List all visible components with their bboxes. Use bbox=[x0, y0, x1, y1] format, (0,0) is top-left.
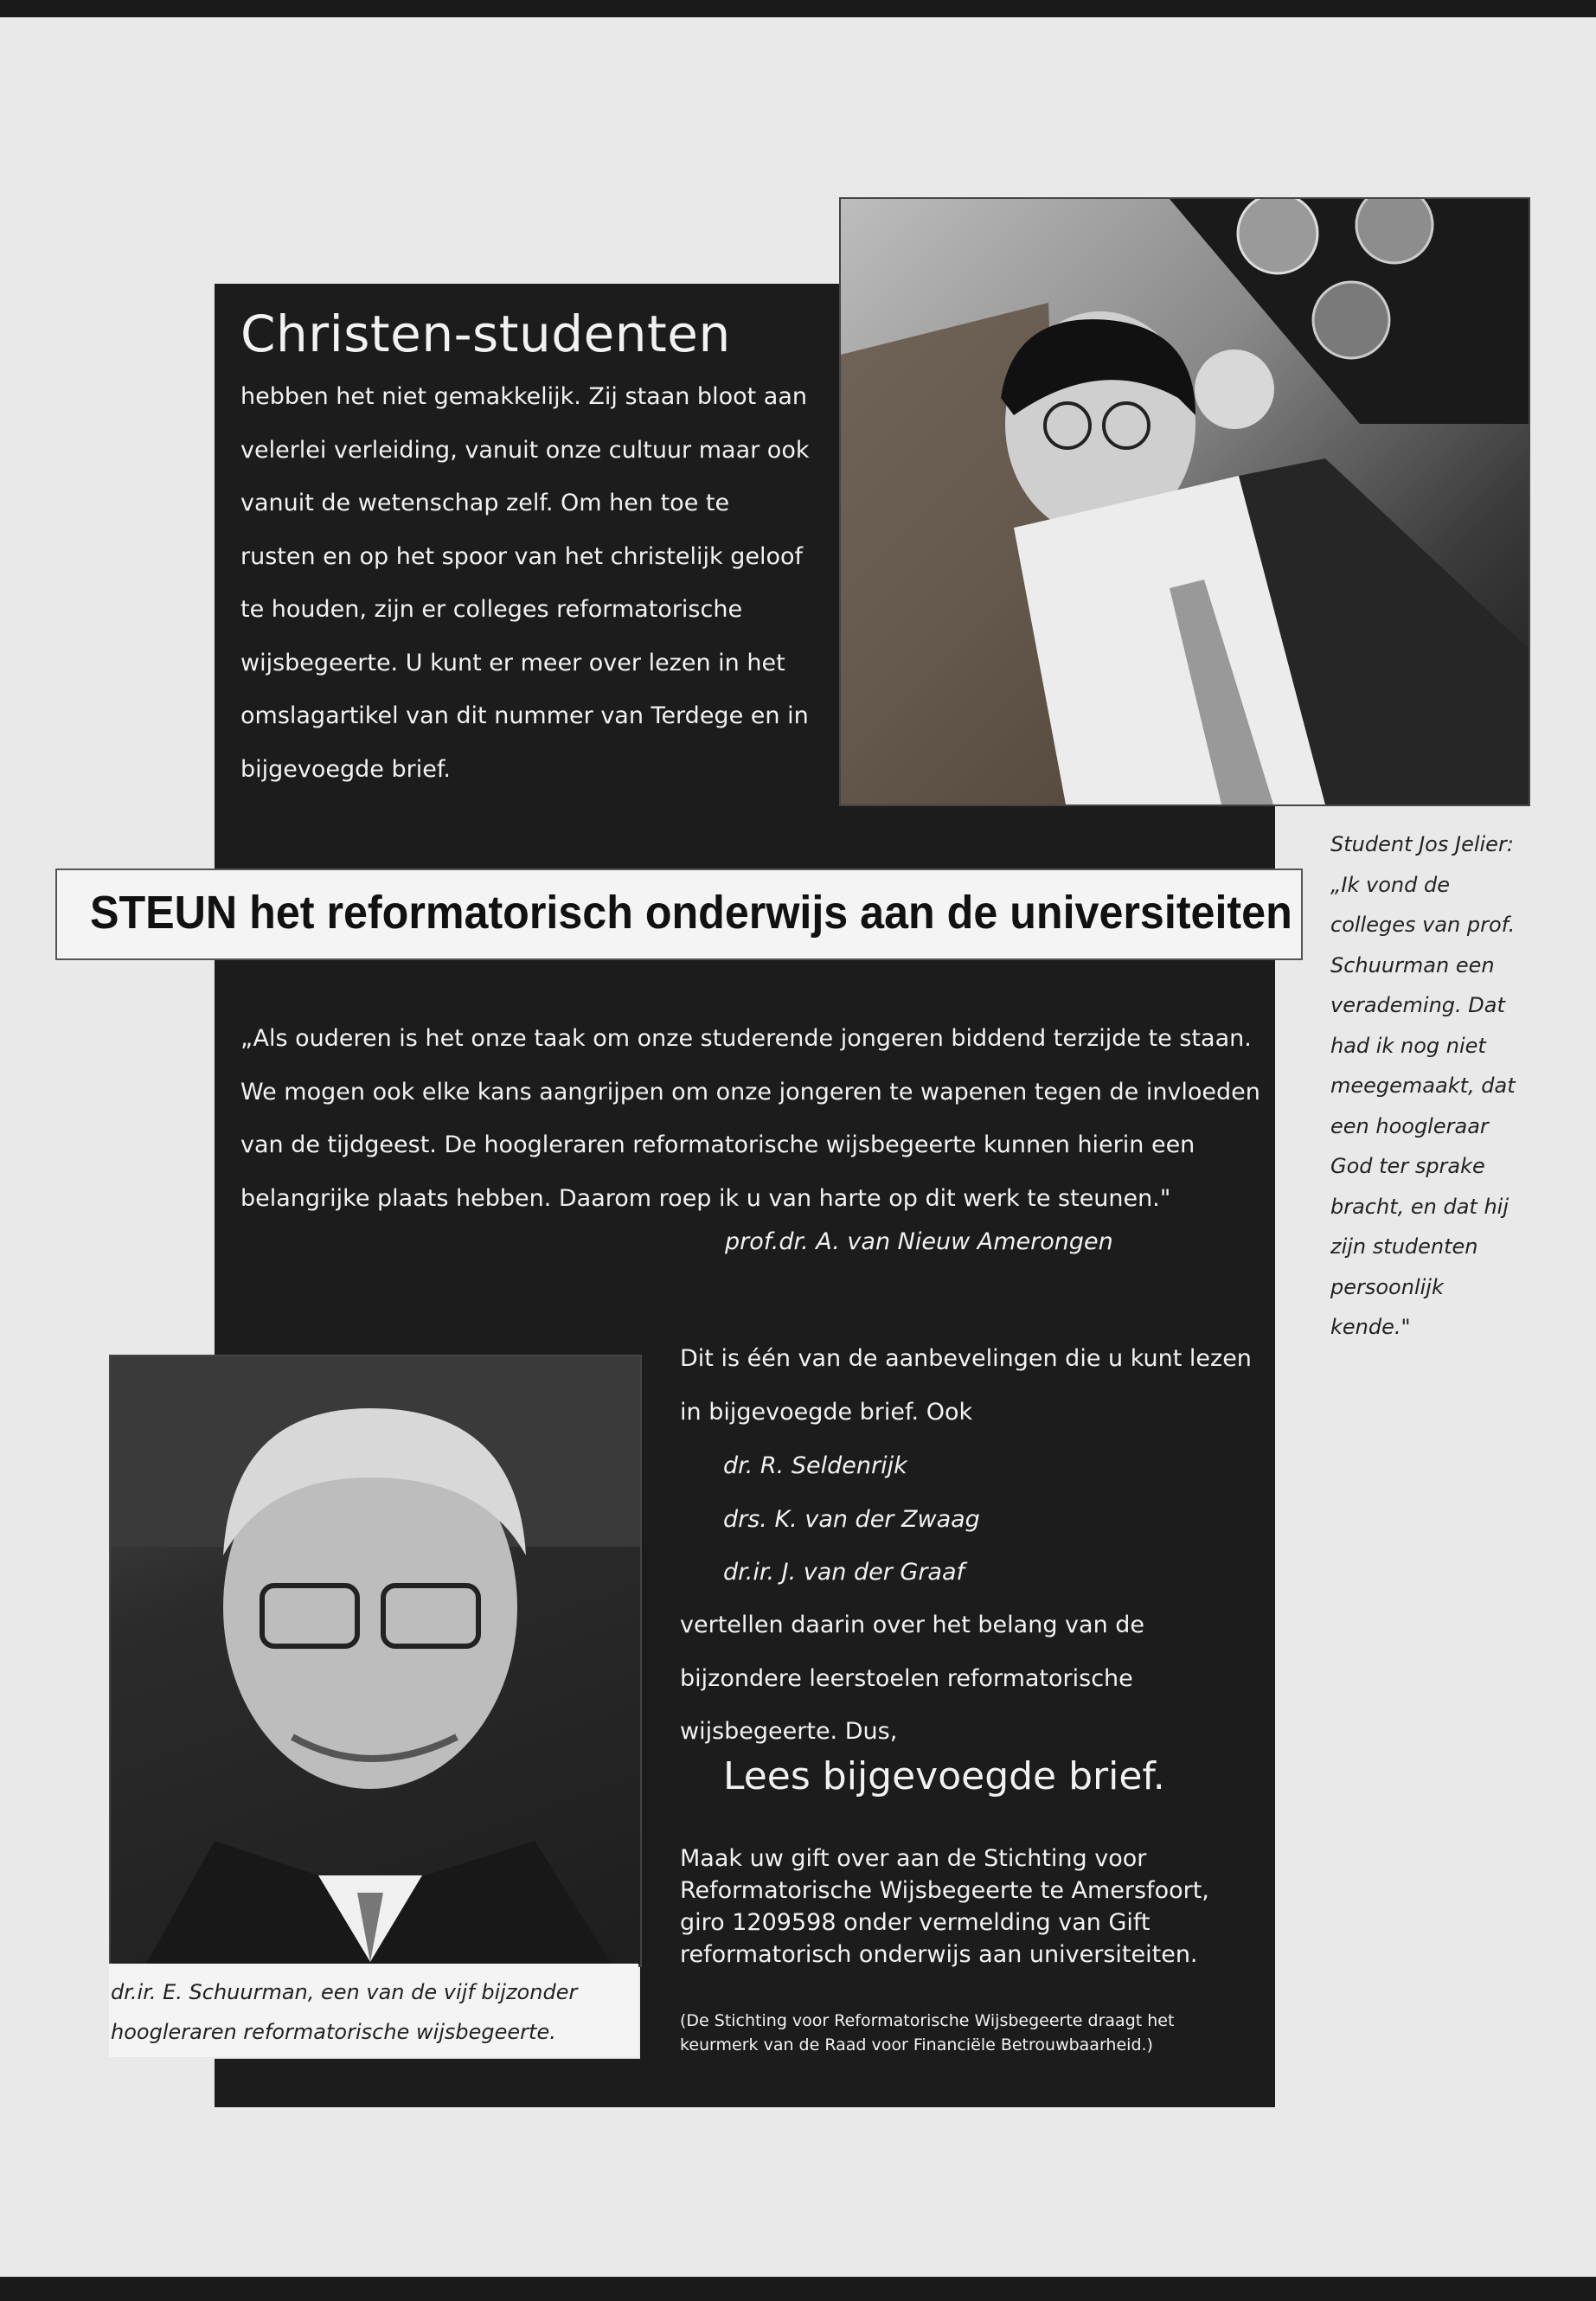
donation-instructions: Maak uw gift over aan de Stichting voor Reformatorische Wijsbegeerte te Amersfoort, giro 1209598 onder vermelding van Gift reformatorisch onderwijs aan universiteiten. bbox=[680, 1845, 1209, 1968]
professor-caption: dr.ir. E. Schuurman, een van de vijf bijzonder hoogleraren reformatorische wijsbegeerte. bbox=[111, 1980, 578, 2044]
call-to-action: Lees bijgevoegde brief. bbox=[723, 1754, 1165, 1798]
recommender-names bbox=[723, 1439, 980, 1599]
intro-text: hebben het niet gemakkelijk. Zij staan bloot aan velerlei verleiding, vanuit onze cultuur maar ook vanuit de wetenschap zelf. Om hen toe te rusten en op het spoor van het christelijk geloof te houden, zijn er colleges reformatorische wijsbegeerte. U kunt er meer over lezen in het omslagartikel van dit nummer van Terdege en in bijgevoegde brief. bbox=[240, 383, 810, 783]
recommender-name: dr.ir. J. van der Graaf bbox=[723, 1559, 965, 1586]
trust-mark-note: (De Stichting voor Reformatorische Wijsbegeerte draagt het keurmerk van de Raad voor Financiële Betrouwbaarheid.) bbox=[680, 2011, 1175, 2054]
bottom-border bbox=[0, 2277, 1596, 2301]
dark-panel-foot bbox=[215, 2059, 1275, 2107]
student-photo bbox=[839, 197, 1530, 806]
recommendation-intro: Dit is één van de aanbevelingen die u kunt lezen in bijgevoegde brief. Ook bbox=[680, 1345, 1252, 1426]
professor-photo bbox=[109, 1355, 642, 1967]
recommendation-quote: „Als ouderen is het onze taak om onze studerende jongeren biddend terzijde te staan. We mogen ook elke kans aangrijpen om onze jongeren te wapenen tegen de invloeden van de tijdgeest. De hoogleraren reformatorische wijsbegeerte kunnen hierin een belangrijke plaats hebben. Daarom roep ik u van harte op dit werk te steunen." bbox=[240, 1025, 1260, 1212]
student-photo-illustration bbox=[841, 199, 1529, 804]
recommender-name: dr. R. Seldenrijk bbox=[723, 1452, 907, 1479]
recommender-name: drs. K. van der Zwaag bbox=[723, 1505, 980, 1533]
page-title: Christen-studenten bbox=[240, 304, 731, 363]
professor-photo-illustration bbox=[111, 1356, 640, 1965]
top-border bbox=[0, 0, 1596, 17]
quote-author: prof.dr. A. van Nieuw Amerongen bbox=[725, 1228, 1113, 1255]
professor-caption-box bbox=[109, 1964, 638, 2057]
banner-headline: STEUN het reformatorisch onderwijs aan de universiteiten bbox=[90, 887, 1292, 939]
student-quote-caption: Student Jos Jelier: „Ik vond de colleges van prof. Schuurman een verademing. Dat had ik nog niet meegemaakt, dat een hoogleraar God ter sprake bracht, en dat hij zijn studenten persoonlijk kende." bbox=[1330, 832, 1516, 1339]
recommendation-outro: vertellen daarin over het belang van de bijzondere leerstoelen reformatorische wijsbegeerte. Dus, bbox=[680, 1612, 1145, 1745]
support-banner bbox=[55, 868, 1303, 960]
